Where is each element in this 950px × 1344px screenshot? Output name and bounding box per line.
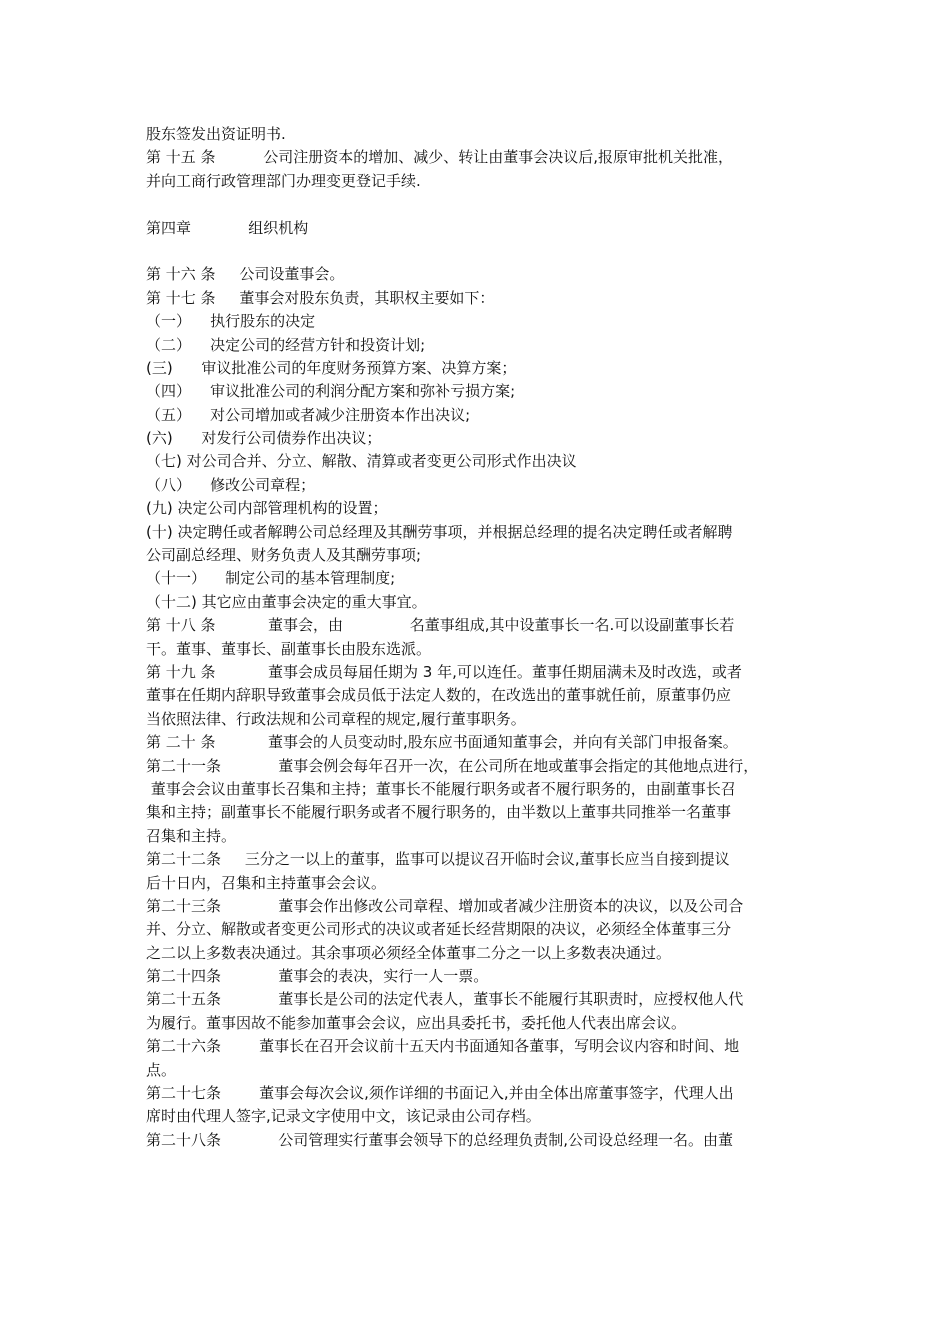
text-line: 董事在任期内辞职导致董事会成员低于法定人数的，在改选出的董事就任前，原董事仍应 [146, 686, 732, 705]
text-line: 第二十二条 三分之一以上的董事，监事可以提议召开临时会议,董事长应当自接到提议 [146, 850, 730, 869]
text-line: 第二十八条 公司管理实行董事会领导下的总经理负责制,公司设总经理一名。由董 [146, 1130, 733, 1149]
text-line: （七) 对公司合并、分立、解散、清算或者变更公司形式作出决议 [146, 452, 577, 471]
text-line: (三) 审议批准公司的年度财务预算方案、决算方案； [146, 358, 517, 377]
text-line: 当依照法律、行政法规和公司章程的规定,履行董事职务。 [146, 709, 526, 728]
text-line: 后十日内，召集和主持董事会会议。 [146, 873, 387, 892]
text-line: 为履行。董事因故不能参加董事会会议，应出具委托书，委托他人代表出席会议。 [146, 1013, 687, 1032]
text-line: 之二以上多数表决通过。其余事项必须经全体董事二分之一以上多数表决通过。 [146, 943, 672, 962]
text-line: （十一） 制定公司的基本管理制度; [146, 569, 396, 588]
text-line: 第二十五条 董事长是公司的法定代表人，董事长不能履行其职责时，应授权他人代 [146, 990, 744, 1009]
text-line: 并、分立、解散或者变更公司形式的决议或者延长经营期限的决议，必须经全体董事三分 [146, 920, 732, 939]
text-line: 第四章 组织机构 [146, 218, 309, 237]
text-line: 席时由代理人签字,记录文字使用中文，该记录由公司存档。 [146, 1107, 541, 1126]
text-line: （二） 决定公司的经营方针和投资计划; [146, 335, 426, 354]
blank-line [146, 193, 814, 216]
text-line: 第二十四条 董事会的表决，实行一人一票。 [146, 967, 489, 986]
text-line: （一） 执行股东的决定 [146, 312, 316, 331]
blank-line [146, 240, 814, 263]
text-line: 第二十三条 董事会作出修改公司章程、增加或者减少注册资本的决议，以及公司合 [146, 896, 744, 915]
text-line: (九) 决定公司内部管理机构的设置； [146, 499, 388, 518]
text-line: 集和主持；副董事长不能履行职务或者不履行职务的，由半数以上董事共同推举一名董事 [146, 803, 732, 822]
text-line: （八） 修改公司章程； [146, 475, 316, 494]
text-line: 第 十九 条 董事会成员每届任期为 3 年,可以连任。董事任期届满未及时改选，或者 [146, 662, 742, 681]
text-line: 第 十八 条 董事会，由 名董事组成,其中设董事长一名.可以设副董事长若 [146, 616, 735, 635]
text-line: （五） 对公司增加或者减少注册资本作出决议; [146, 405, 471, 424]
text-line: （四） 审议批准公司的利润分配方案和弥补亏损方案; [146, 382, 516, 401]
text-line: 公司副总经理、财务负责人及其酬劳事项; [146, 546, 422, 565]
text-line: 第二十七条 董事会每次会议,须作详细的书面记入,并由全体出席董事签字，代理人出 [146, 1084, 734, 1103]
text-line: (十) 决定聘任或者解聘公司总经理及其酬劳事项，并根据总经理的提名决定聘任或者解聘 [146, 522, 733, 541]
text-line: 第 十七 条 董事会对股东负责，其职权主要如下： [146, 288, 495, 307]
text-line: 第二十一条 董事会例会每年召开一次，在公司所在地或董事会指定的其他地点进行， [146, 756, 759, 775]
text-line: 股东签发出资证明书. [146, 125, 286, 143]
text-line: 第二十六条 董事长在召开会议前十五天内书面通知各董事，写明会议内容和时间、地 [146, 1037, 740, 1056]
document-body [146, 123, 814, 1152]
text-line: (六) 对发行公司债券作出决议； [146, 429, 382, 448]
text-line: 第 二十 条 董事会的人员变动时,股东应书面通知董事会，并向有关部门申报备案。 [146, 733, 738, 752]
text-line: 第 十六 条 公司设董事会。 [146, 265, 345, 284]
text-line: 董事会会议由董事长召集和主持；董事长不能履行职务或者不履行职务的，由副董事长召 [146, 779, 736, 798]
text-line: 点。 [146, 1060, 177, 1079]
text-line: 召集和主持。 [146, 826, 237, 845]
text-line: （十二) 其它应由董事会决定的重大事宜。 [146, 592, 427, 611]
text-line: 干。董事、董事长、副董事长由股东选派。 [146, 639, 432, 658]
text-line: 第 十五 条 公司注册资本的增加、减少、转让由董事会决议后,报原审批机关批准， [146, 148, 733, 167]
text-line: 并向工商行政管理部门办理变更登记手续. [146, 171, 421, 190]
